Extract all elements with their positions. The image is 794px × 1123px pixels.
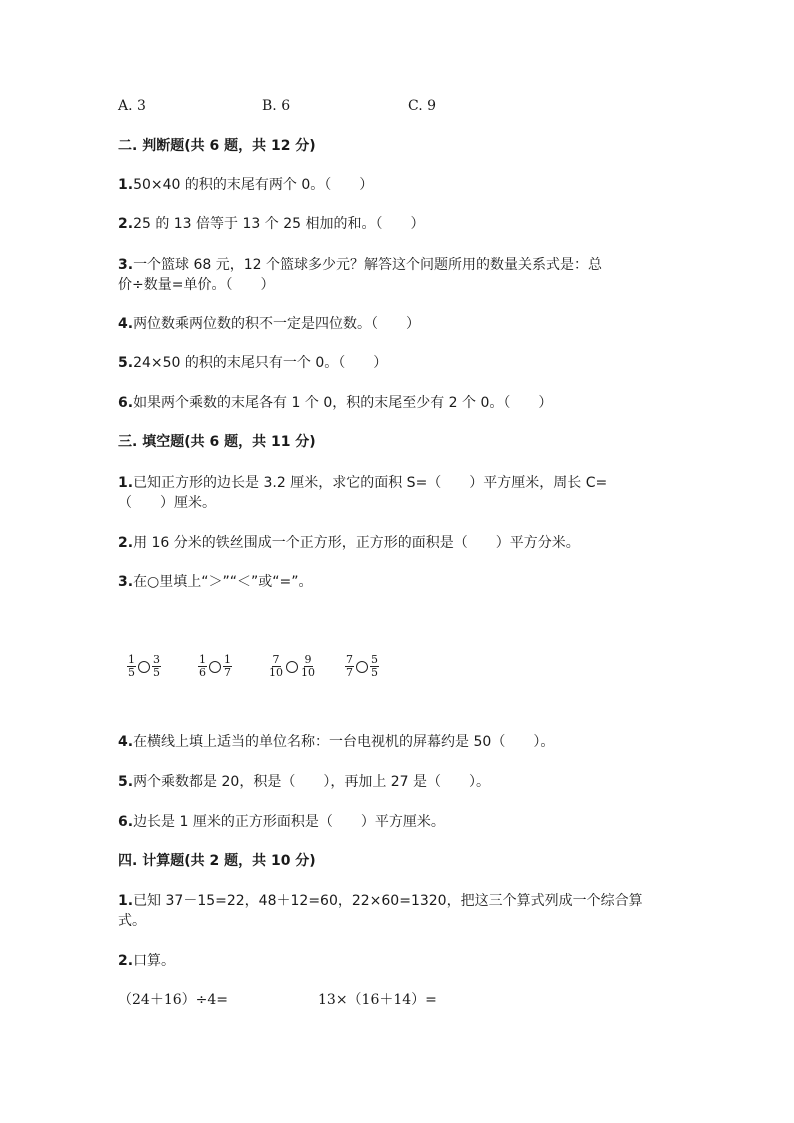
question-number: 1. bbox=[118, 177, 134, 193]
fraction: $\frac{7}{7}$ bbox=[346, 653, 353, 679]
fraction: $\frac{1}{7}$ bbox=[224, 653, 231, 679]
calc-question-2 bbox=[118, 951, 175, 971]
judge-question-2 bbox=[118, 214, 424, 234]
judge-question-1 bbox=[118, 175, 373, 195]
question-number: 3. bbox=[118, 574, 134, 590]
mental-math-expression-2: 13×（16＋14）= bbox=[318, 992, 437, 1008]
fraction-compare-3 bbox=[268, 654, 316, 679]
fill-question-6 bbox=[118, 812, 445, 832]
question-text: 用 16 分米的铁丝围成一个正方形，正方形的面积是（ ）平方分米。 bbox=[133, 535, 580, 551]
compare-circle[interactable] bbox=[356, 661, 368, 673]
question-text: 24×50 的积的末尾只有一个 0。（ ） bbox=[133, 355, 388, 371]
calc-question-1-line2: 式。 bbox=[118, 913, 146, 929]
question-text: 口算。 bbox=[133, 953, 176, 969]
judge-question-6 bbox=[118, 393, 552, 413]
question-number: 1. bbox=[118, 475, 134, 491]
question-text: 已知正方形的边长是 3.2 厘米，求它的面积 S=（ ）平方厘米，周长 C= bbox=[133, 475, 608, 491]
question-number: 6. bbox=[118, 814, 134, 830]
fraction: $\frac{7}{10}$ bbox=[269, 653, 283, 679]
question-text: 25 的 13 倍等于 13 个 25 相加的和。（ ） bbox=[133, 216, 425, 232]
question-text: 在○里填上“＞”“＜”或“=”。 bbox=[133, 574, 313, 590]
judge-question-3-line2: 价÷数量=单价。（ ） bbox=[118, 277, 275, 293]
fraction: $\frac{1}{5}$ bbox=[128, 653, 135, 679]
question-number: 2. bbox=[118, 535, 134, 551]
judge-question-3-line1 bbox=[118, 255, 602, 275]
compare-circle[interactable] bbox=[209, 661, 221, 673]
question-text: 如果两个乘数的末尾各有 1 个 0，积的末尾至少有 2 个 0。（ ） bbox=[133, 395, 553, 411]
question-text: 在横线上填上适当的单位名称：一台电视机的屏幕约是 50（ ）。 bbox=[133, 734, 555, 750]
mental-math-expression-1: （24＋16）÷4= bbox=[118, 992, 228, 1008]
calc-question-1-line1 bbox=[118, 891, 643, 911]
section-title-judge: 二. 判断题(共 6 题，共 12 分) bbox=[118, 138, 316, 154]
fraction-compare-2 bbox=[198, 654, 232, 679]
question-number: 2. bbox=[118, 953, 134, 969]
fill-question-2 bbox=[118, 533, 580, 553]
question-number: 4. bbox=[118, 734, 134, 750]
question-number: 2. bbox=[118, 216, 134, 232]
question-number: 6. bbox=[118, 395, 134, 411]
fraction-compare-4 bbox=[345, 654, 379, 679]
question-text: 两位数乘两位数的积不一定是四位数。（ ） bbox=[133, 316, 421, 332]
fill-question-1-line2: （ ）厘米。 bbox=[118, 495, 216, 511]
question-text: 两个乘数都是 20，积是（ ），再加上 27 是（ ）。 bbox=[133, 774, 491, 790]
fraction: $\frac{3}{5}$ bbox=[153, 653, 160, 679]
judge-question-4 bbox=[118, 314, 420, 334]
question-number: 5. bbox=[118, 355, 134, 371]
fraction: $\frac{1}{6}$ bbox=[199, 653, 206, 679]
choice-a: A. 3 bbox=[118, 98, 146, 114]
question-number: 5. bbox=[118, 774, 134, 790]
choice-b: B. 6 bbox=[262, 98, 291, 114]
fill-question-1-line1 bbox=[118, 473, 607, 493]
question-text: 已知 37－15=22，48＋12=60，22×60=1320，把这三个算式列成一个综合算 bbox=[133, 893, 643, 909]
fraction: $\frac{9}{10}$ bbox=[301, 653, 315, 679]
question-number: 1. bbox=[118, 893, 134, 909]
question-number: 3. bbox=[118, 257, 134, 273]
compare-circle[interactable] bbox=[286, 661, 298, 673]
fill-question-5 bbox=[118, 772, 490, 792]
judge-question-5 bbox=[118, 353, 387, 373]
compare-circle[interactable] bbox=[138, 661, 150, 673]
fraction-compare-1 bbox=[127, 654, 161, 679]
question-text: 边长是 1 厘米的正方形面积是（ ）平方厘米。 bbox=[133, 814, 445, 830]
section-title-fill: 三. 填空题(共 6 题，共 11 分) bbox=[118, 434, 316, 450]
question-number: 4. bbox=[118, 316, 134, 332]
fill-question-4 bbox=[118, 732, 554, 752]
choice-c: C. 9 bbox=[408, 98, 437, 114]
section-title-calc: 四. 计算题(共 2 题，共 10 分) bbox=[118, 853, 316, 869]
fill-question-3 bbox=[118, 572, 313, 592]
question-text: 50×40 的积的末尾有两个 0。（ ） bbox=[133, 177, 374, 193]
question-text: 一个篮球 68 元，12 个篮球多少元？解答这个问题所用的数量关系式是：总 bbox=[133, 257, 603, 273]
fraction: $\frac{5}{5}$ bbox=[371, 653, 378, 679]
